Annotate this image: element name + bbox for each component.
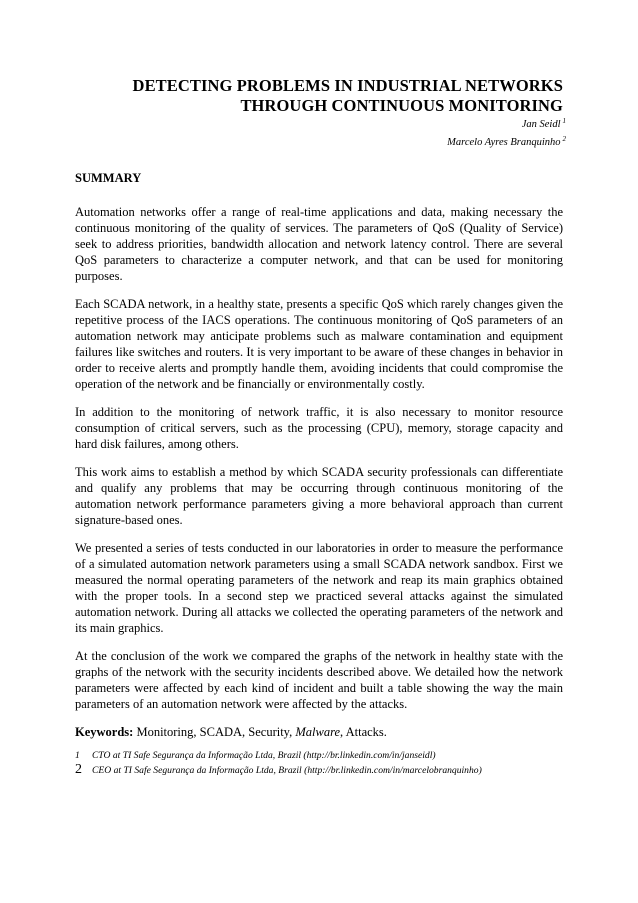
author-footnote-mark: 1: [562, 117, 566, 125]
author-name: Marcelo Ayres Branquinho: [447, 137, 561, 148]
footnote-2: [75, 763, 563, 778]
summary-body: [75, 204, 563, 778]
summary-paragraph: At the conclusion of the work we compared the graphs of the network in healthy state with the graphs of the network with the security incidents described above. We detailed how the network parameters were affected by each kind of incident and built a table showing the way the main parameters of an automation network were affected by the attacks.: [75, 648, 563, 712]
footnote-number: 2: [75, 761, 82, 777]
author-2: [447, 132, 566, 150]
summary-paragraph: In addition to the monitoring of network traffic, it is also necessary to monitor resource consumption of critical servers, such as the processing (CPU), memory, storage capacity and hard disk failures, among others.: [75, 405, 563, 452]
footnote-text: CEO at TI Safe Segurança da Informação Ltda, Brazil (http://br.linkedin.com/in/marcelobranquinho): [92, 764, 482, 776]
footnote-text: CTO at TI Safe Segurança da Informação Ltda, Brazil (http://br.linkedin.com/in/janseidl): [92, 749, 436, 761]
footnote-1: [75, 749, 563, 763]
keywords-part-2: , Attacks.: [340, 724, 387, 739]
summary-paragraph: We presented a series of tests conducted in our laboratories in order to measure the performance of a simulated automation network parameters using a small SCADA network sandbox. First we measured the normal operating parameters of the network and reap its main graphics obtained with the proper tools. In a second step we practiced several attacks against the simulated automation network. During all attacks we collected the operating parameters of the network and its main graphics.: [75, 540, 563, 636]
author-1: [447, 114, 566, 132]
title-line-2: THROUGH CONTINUOUS MONITORING: [240, 96, 563, 115]
keywords-label: Keywords:: [75, 724, 134, 739]
summary-heading: SUMMARY: [75, 171, 142, 185]
author-list: [447, 114, 566, 150]
summary-paragraph: This work aims to establish a method by which SCADA security professionals can differentiate and qualify any problems that may be occurring through continuous monitoring of the automation network performance parameters giving a more behavioral approach than current signature-based ones.: [75, 464, 563, 528]
title-line-1: DETECTING PROBLEMS IN INDUSTRIAL NETWORKS: [132, 76, 563, 95]
keywords-italic: Malware: [295, 724, 341, 739]
summary-paragraph: Each SCADA network, in a healthy state, presents a specific QoS which rarely changes given the repetitive process of the IACS operations. The continuous monitoring of QoS parameters of an automation network may anticipate problems such as malware contamination and equipment failures like switches and routers. It is very important to be aware of these changes in behavior in order to receive alerts and promptly handle them, avoiding incidents that could compromise the operation of the network and be financially or environmentally costly.: [75, 296, 563, 392]
summary-paragraph: Automation networks offer a range of real-time applications and data, making necessary the continuous monitoring of the quality of services. The parameters of QoS (Quality of Service) seek to address priorities, bandwidth allocation and network latency control. There are several QoS parameters to characterize a computer network, and that can be used for monitoring purposes.: [75, 205, 563, 284]
author-name: Jan Seidl: [521, 119, 561, 130]
keywords-part-1: Monitoring, SCADA, Security,: [136, 724, 293, 739]
paper-title: [60, 76, 563, 116]
footnote-number: 1: [75, 749, 80, 761]
keywords-line: [75, 724, 563, 740]
author-footnote-mark: 2: [562, 135, 566, 143]
